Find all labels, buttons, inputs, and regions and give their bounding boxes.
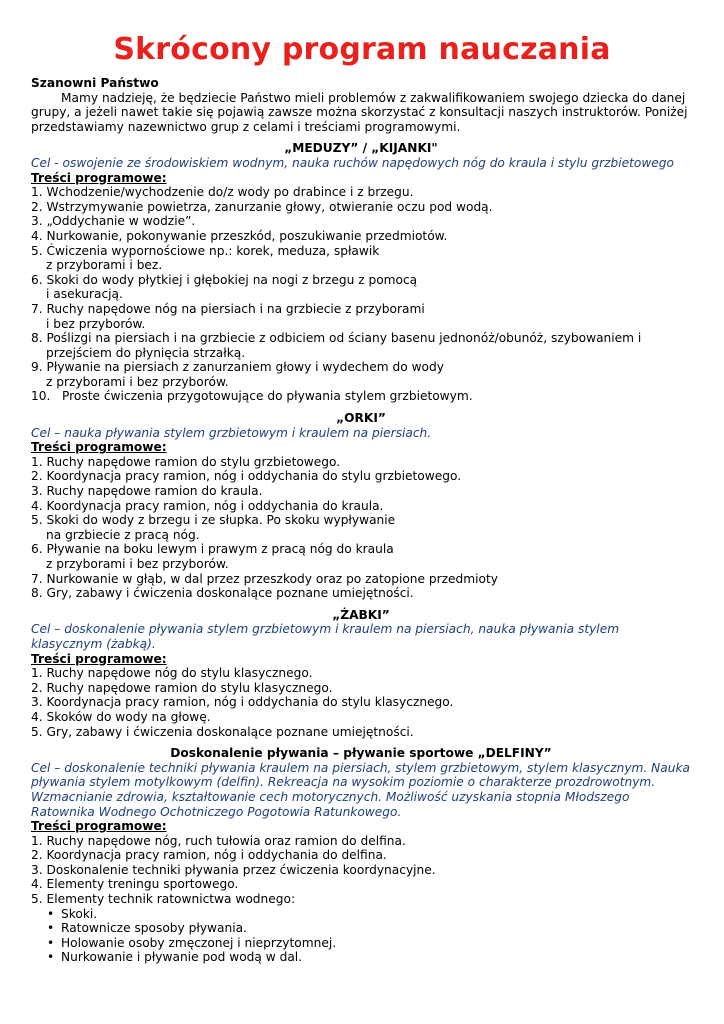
list-item: 1. Ruchy napędowe nóg do stylu klasycznego. (31, 666, 313, 681)
bullet-item (31, 950, 691, 965)
section-delfiny (31, 746, 691, 965)
bullet-icon: • (47, 921, 55, 936)
list-item: 1. Ruchy napędowe ramion do stylu grzbietowego. (31, 454, 341, 469)
content-label: Treści programowe: (31, 819, 167, 834)
bullet-text: Holowanie osoby zmęczonej i nieprzytomnej. (61, 935, 337, 950)
bullet-text: Ratownicze sposoby pływania. (61, 921, 247, 936)
bullet-icon: • (47, 935, 55, 950)
list-item: 9. Pływanie na piersiach z zanurzaniem głowy i wydechem do wody (31, 360, 444, 375)
greeting: Szanowni Państwo (31, 76, 159, 90)
list-item: 5. Ćwiczenia wypornościowe np.: korek, meduza, spławik (31, 243, 380, 258)
list-item: 5. Gry, zabawy i ćwiczenia doskonalące poznane umiejętności. (31, 724, 414, 739)
bullet-text: Nurkowanie i pływanie pod wodą w dal. (61, 950, 303, 965)
bullet-item (31, 936, 691, 951)
section-zabki (31, 608, 691, 739)
section-meduzy (31, 141, 691, 404)
section-goal: Cel – doskonalenie techniki pływania kraulem na piersiach, stylem grzbietowym, stylem klasycznym. Nauka pływania stylem motylkowym (delfin). Rekreacja na wysokim poziomie o charakterze prozdrowotnym. Wzmacnianie zdrowia, kształtowanie cech motorycznych. Możliwość uzyskania stopnia Młodszego Ratownika Wodnego Ochotniczego Pogotowia Ratunkowego. (31, 760, 690, 819)
bullet-icon: • (47, 906, 55, 921)
list-item: 2. Wstrzymywanie powietrza, zanurzanie głowy, otwieranie oczu pod wodą. (31, 199, 493, 214)
list-item: 2. Koordynacja pracy ramion, nóg i oddychania do stylu grzbietowego. (31, 469, 462, 484)
section-title: „ŻABKI” (332, 607, 390, 622)
bullet-item (31, 921, 691, 936)
document-body (31, 76, 691, 965)
list-item-continuation: i bez przyborów. (46, 316, 146, 331)
section-title: „MEDUZY” / „KIJANKI" (284, 141, 438, 156)
list-item: 7. Ruchy napędowe nóg na piersiach i na grzbiecie z przyborami (31, 301, 425, 316)
content-label: Treści programowe: (31, 440, 167, 455)
list-item: 4. Elementy treningu sportowego. (31, 877, 239, 892)
list-item: 4. Skoków do wody na głowę. (31, 709, 211, 724)
list-item: 1. Wchodzenie/wychodzenie do/z wody po drabince i z brzegu. (31, 185, 414, 200)
list-item: 8. Poślizgi na piersiach i na grzbiecie z odbiciem od ściany basenu jednonóż/obunóż, szybowaniem i (31, 331, 642, 346)
content-label: Treści programowe: (31, 170, 167, 185)
list-item: 10. Proste ćwiczenia przygotowujące do pływania stylem grzbietowym. (31, 389, 473, 404)
list-item: 2. Ruchy napędowe ramion do stylu klasycznego. (31, 680, 333, 695)
list-item: 4. Nurkowanie, pokonywanie przeszkód, poszukiwanie przedmiotów. (31, 228, 448, 243)
list-item: 3. Ruchy napędowe ramion do kraula. (31, 484, 263, 499)
section-goal: Cel - oswojenie ze środowiskiem wodnym, nauka ruchów napędowych nóg do kraula i stylu grzbietowego (31, 155, 674, 170)
section-title: Doskonalenie pływania – pływanie sportowe „DELFINY” (170, 746, 552, 761)
list-item: 6. Skoki do wody płytkiej i głębokiej na nogi z brzegu z pomocą (31, 272, 418, 287)
list-item-continuation: z przyborami i bez przyborów. (46, 374, 229, 389)
list-item: 1. Ruchy napędowe nóg, ruch tułowia oraz ramion do delfina. (31, 833, 406, 848)
list-item-continuation: na grzbiecie z pracą nóg. (46, 527, 200, 542)
list-item: 5. Elementy technik ratownictwa wodnego: (31, 892, 296, 907)
list-item: 2. Koordynacja pracy ramion, nóg i oddychania do delfina. (31, 848, 387, 863)
list-item-continuation: z przyborami i bez. (46, 258, 163, 273)
list-item: 7. Nurkowanie w głąb, w dal przez przeszkody oraz po zatopione przedmioty (31, 571, 498, 586)
list-item: 3. Doskonalenie techniki pływania przez ćwiczenia koordynacyjne. (31, 862, 436, 877)
list-item: 6. Pływanie na boku lewym i prawym z pracą nóg do kraula (31, 542, 394, 557)
list-item-continuation: z przyborami i bez przyborów. (46, 557, 229, 571)
list-item: 3. „Oddychanie w wodzie”. (31, 214, 196, 229)
list-item-continuation: przejściem do płynięcia strzałką. (46, 345, 246, 360)
list-item: 3. Koordynacja pracy ramion, nóg i oddychania do stylu klasycznego. (31, 695, 454, 710)
page-title: Skrócony program nauczania (113, 32, 611, 67)
intro-paragraph: Mamy nadzieję, że będziecie Państwo mieli problemów z zakwalifikowaniem swojego dziecka do danej grupy, a jeżeli nawet takie się pojawią zawsze można skorzystać z konsultacji naszych instruktorów. Poniżej przedstawiamy nazewnictwo grup z celami i treściami programowymi. (31, 90, 688, 134)
section-orki (31, 411, 691, 601)
list-item: 5. Skoki do wody z brzegu i ze słupka. Po skoku wypływanie (31, 513, 396, 528)
section-title: „ORKI” (336, 411, 386, 426)
bullet-item (31, 907, 691, 922)
section-goal: Cel – nauka pływania stylem grzbietowym i kraulem na piersiach. (31, 425, 432, 440)
list-item-continuation: i asekuracją. (46, 287, 123, 302)
content-label: Treści programowe: (31, 651, 167, 666)
bullet-icon: • (47, 950, 55, 965)
list-item: 8. Gry, zabawy i ćwiczenia doskonalące poznane umiejętności. (31, 586, 414, 601)
list-item: 4. Koordynacja pracy ramion, nóg i oddychania do kraula. (31, 498, 384, 513)
section-goal: Cel – doskonalenie pływania stylem grzbietowym i kraulem na piersiach, nauka pływania stylem klasycznym (żabką). (31, 622, 620, 651)
bullet-text: Skoki. (61, 906, 98, 921)
